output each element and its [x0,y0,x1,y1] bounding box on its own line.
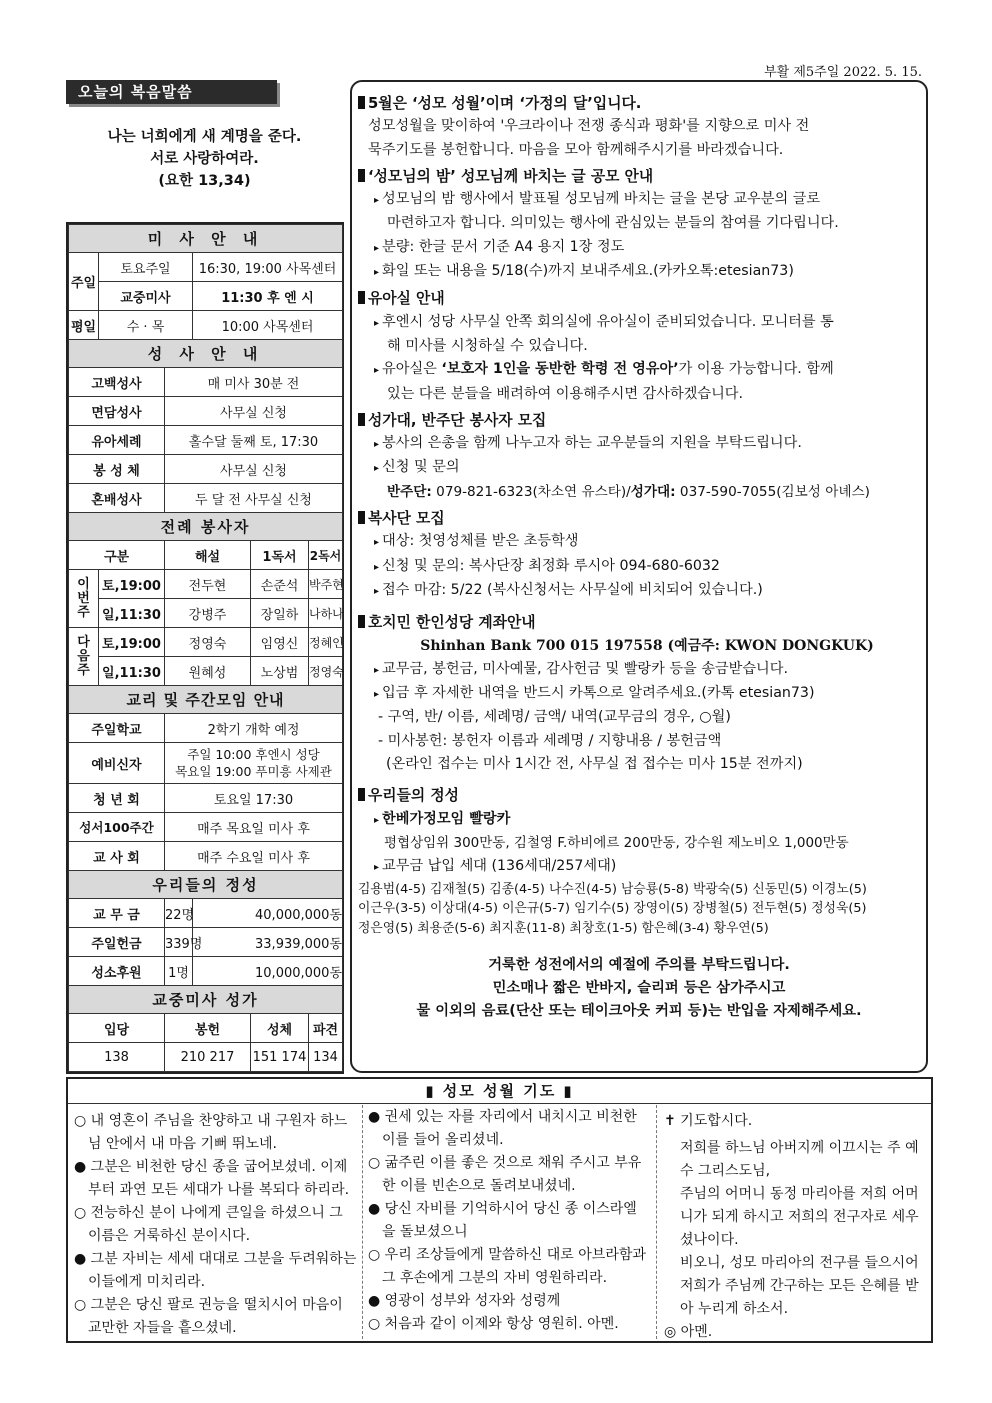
triangle-bullet-icon: ▸ [374,317,380,329]
offering-amount: 10,000,000동 [193,957,343,986]
prayer-verse: ○ 전능하신 분이 나에게 큰일을 하셨으니 그 이름은 거룩하신 분이시다. [74,1205,343,1244]
notices-box [350,80,928,1073]
sacrament-value: 사무실 신청 [165,397,343,426]
sacrament-value: 두 달 전 사무실 신청 [165,484,343,513]
server-name: 나하나 [309,599,343,628]
mass-day: 교중미사 [99,282,193,311]
meeting-value: 매주 수요일 미사 후 [165,842,343,871]
square-bullet-icon [358,169,365,182]
meeting-label: 예비신자 [69,743,165,784]
sacrament-label: 혼배성사 [69,484,165,513]
prayer-verse: ○ 처음과 같이 이제와 항상 영원히. 아멘. [368,1316,619,1332]
prayer-verse: ● 그분 자비는 세세 대대로 그분을 두려워하는 이들에게 미치리라. [74,1251,357,1290]
sacrament-label: 고백성사 [69,368,165,397]
prayer-verse: ● 권세 있는 자를 자리에서 내치시고 비천한 이를 들어 올리셨네. [368,1109,637,1148]
sacrament-label: 유아세례 [69,426,165,455]
mass-table [68,224,343,1072]
prayer-verse: ○ 내 영혼이 주님을 찬양하고 내 구원자 하느님 안에서 내 마음 기뻐 뛰노네. [74,1113,348,1152]
servers-header: 1독서 [251,541,309,570]
servers-header: 구분 [69,541,165,570]
gospel-heading: 오늘의 복음말씀 [66,80,277,104]
notice-body: Shinhan Bank 700 015 197558 (예금주: KWON DONGKUK) ▸ 교무금, 봉헌금, 미사예물, 감사헌금 및 빨랑카 등을 송금받습니다. ▸ 입금 후 자세한 내역을 반드시 카톡으로 알려주세요.(카톡 etesian73) - 구역, 반/ 이름, 세례명/ 금액/ 내역(교무금의 경우, ○월) - 미사봉헌: 봉헌자 이름과 세례명 / 지향내용 / 봉헌금액 (온라인 접수는 미사 1시간 전, 사무실 접 접수는 미사 15분 전까지) [358,635,920,777]
mass-time: 10:00 사목센터 [193,311,343,340]
hymn-number: 151 174 [251,1043,309,1072]
hymn-header: 입당 [69,1014,165,1043]
meeting-value: 토요일 17:30 [165,784,343,813]
notice-body: ▸ 대상: 첫영성체를 받은 초등학생 ▸ 신청 및 문의: 복사단장 최정화 루시아 094-680-6032 ▸ 접수 마감: 5/22 (복사신청서는 사무실에 비치되어 있습니다.) [374,533,763,598]
offering-count: 22명 [165,899,193,928]
prayer-text: 비오니, 성모 마리아의 전구를 들으시어 저희가 주님께 간구하는 모든 은혜를 받아 누리게 하소서. [680,1255,919,1317]
sunday-label: 주일 [69,253,99,311]
notice-title: 우리들의 정성 [358,784,920,807]
square-bullet-icon [358,511,365,524]
prayer-text: 저희를 하느님 아버지께 이끄시는 주 예수 그리스도님, [680,1140,919,1179]
prayer-verse: ○ 그분은 당신 팔로 권능을 떨치시어 마음이 교만한 자들을 흩으셨네. [74,1297,343,1336]
sacrament-value: 홀수달 둘째 토, 17:30 [165,426,343,455]
prayer-verse: ● 그분은 비천한 당신 종을 굽어보셨네. 이제부터 과연 모든 세대가 나를 복되다 하리라. [74,1159,350,1198]
server-name: 임영신 [251,628,309,657]
notice-body: 성모성월을 맞이하여 '우크라이나 전쟁 종식과 평화'를 지향으로 미사 전 묵주기도를 봉헌합니다. 마음을 모아 함께해주시기를 바라겠습니다. [368,118,810,158]
square-bullet-icon [358,615,365,628]
triangle-bullet-icon: ▸ [374,585,380,597]
mass-time: 16:30, 19:00 사목센터 [193,253,343,282]
notice-title: ‘성모님의 밤’ 성모님께 바치는 글 공모 안내 [358,165,920,188]
square-bullet-icon [358,413,365,426]
server-name: 노상범 [251,657,309,686]
meeting-label: 성서100주간 [69,813,165,842]
server-time: 토,19:00 [99,628,165,657]
offering-label: 주일헌금 [69,928,165,957]
notice-title: 성가대, 반주단 봉사자 모집 [358,409,920,432]
notice-body: ▸ 후엔시 성당 사무실 안쪽 회의실에 유아실이 준비되었습니다. 모니터를 통 해 미사를 시청하실 수 있습니다. ▸ 유아실은 ‘보호자 1인을 동반한 학령 전 영유아’가 이용 가능합니다. 함께 있는 다른 분들을 배려하여 이용해주시면 감사하겠습니다. [374,313,834,402]
etiquette-warning: 거룩한 성전에서의 예절에 주의를 부탁드립니다. 민소매나 짧은 반바지, 슬리퍼 등은 삼가주시고 물 이외의 음료(단산 또는 테이크아웃 커피 등)는 반입을 자제해주세요. [416,957,862,1019]
offering-amount: 40,000,000동 [193,899,343,928]
triangle-bullet-icon: ▸ [374,689,380,701]
divider [656,1105,657,1339]
triangle-bullet-icon: ▸ [374,814,380,826]
triangle-bullet-icon: ▸ [374,439,380,451]
meeting-value: 매주 목요일 미사 후 [165,813,343,842]
prayer-title: ▮ 성모 성월 기도 ▮ [68,1079,931,1104]
triangle-bullet-icon: ▸ [374,664,380,676]
server-time: 일,11:30 [99,657,165,686]
hymn-number: 138 [69,1043,165,1072]
square-bullet-icon [358,96,365,109]
server-name: 강병주 [165,599,251,628]
gospel-line: 나는 너희에게 새 계명을 준다. [107,129,302,145]
server-name: 정혜인 [309,628,343,657]
sacrament-label: 봉 성 체 [69,455,165,484]
household-list: 김용범(4-5) 김재철(5) 김종(4-5) 나수진(4-5) 남승룡(5-8) 박광숙(5) 신동민(5) 이경노(5) 이근우(3-5) 이상대(4-5) 이은규(5-7) 임기수(5) 장영이(5) 장병철(5) 전두현(5) 정성욱(5) 정은영(5) 최용준(5-6) 최지훈(11-8) 최창호(1-5) 함은혜(3-4) 황우연(5) [358,881,867,936]
server-name: 전두현 [165,570,251,599]
sacrament-value: 사무실 신청 [165,455,343,484]
meetings-title: 교리 및 주간모임 안내 [69,686,343,714]
server-name: 정영숙 [165,628,251,657]
sacrament-value: 매 미사 30분 전 [165,368,343,397]
this-week-label: 이번주 [69,570,99,628]
prayer-text: 주님의 어머니 동정 마리아를 저희 어머니가 되게 하시고 저희의 전구자로 세우셨나이다. [680,1186,919,1248]
prayer-verse: ○ 굶주린 이를 좋은 것으로 채워 주시고 부유한 이를 빈손으로 돌려보내셨네. [368,1155,642,1194]
notice-body: ▸ 봉사의 은총을 함께 나누고자 하는 교우분들의 지원을 부탁드립니다. ▸ 신청 및 문의 반주단: 079-821-6323(차소연 유스타)/성가대: 037-590-7055(김보성 아녜스) [358,432,920,504]
server-name: 박주현 [309,570,343,599]
bulletin-date: 부활 제5주일 2022. 5. 15. [764,65,922,80]
offering-count: 339명 [165,928,193,957]
hymn-header: 성체 [251,1014,309,1043]
server-name: 원혜성 [165,657,251,686]
notice-title: 5월은 ‘성모 성월’이며 ‘가정의 달’입니다. [358,92,920,115]
gospel-line: (요한 13,34) [158,173,251,189]
mass-title: 미 사 안 내 [69,225,343,253]
meeting-value [165,743,343,784]
info-tables [66,222,344,1074]
triangle-bullet-icon: ▸ [374,365,380,377]
mass-time: 11:30 후 엔 시 [193,282,343,311]
sacraments-title: 성 사 안 내 [69,340,343,368]
offering-amount: 33,939,000동 [193,928,343,957]
square-bullet-icon [358,788,365,801]
prayer-verse: ● 당신 자비를 기억하시어 당신 종 이스라엘을 돌보셨으니 [368,1201,637,1240]
square-bullet-icon [358,291,365,304]
triangle-bullet-icon: ▸ [374,267,380,279]
server-name: 장일하 [251,599,309,628]
servers-header: 2독서 [309,541,343,570]
server-name: 손준석 [251,570,309,599]
prayer-verse: ○ 우리 조상들에게 말씀하신 대로 아브라함과 그 후손에게 그분의 자비 영원하리라. [368,1247,646,1286]
meeting-value: 2학기 개학 예정 [165,714,343,743]
triangle-bullet-icon: ▸ [374,561,380,573]
gospel-line: 서로 사랑하여라. [150,151,259,167]
prayer-box [66,1077,933,1343]
offerings-title: 우리들의 정성 [69,871,343,899]
hymn-number: 210 217 [165,1043,251,1072]
server-time: 일,11:30 [99,599,165,628]
triangle-bullet-icon: ▸ [374,862,380,874]
hymn-header: 파견 [309,1014,343,1043]
notice-title: 복사단 모집 [358,507,920,530]
notice-body: ▸ 한베가정모임 빨랑카 평협상임위 300만동, 김철영 F.하비에르 200만동, 강수원 제노비오 1,000만동 ▸ 교무금 납입 세대 (136세대/257세대) [374,810,849,875]
servers-header: 해설 [165,541,251,570]
notice-title: 호치민 한인성당 계좌안내 [358,611,920,634]
meeting-value-line: 주일 10:00 후엔시 성당 [187,747,320,762]
hymns-title: 교중미사 성가 [69,986,343,1014]
triangle-bullet-icon: ▸ [374,463,380,475]
server-time: 토,19:00 [99,570,165,599]
mass-day: 수 · 목 [99,311,193,340]
servers-title: 전례 봉사자 [69,513,343,541]
meeting-label: 청 년 회 [69,784,165,813]
prayer-verse: ● 영광이 성부와 성자와 성령께 [368,1293,561,1309]
server-name: 정영숙 [309,657,343,686]
hymn-header: 봉헌 [165,1014,251,1043]
weekday-label: 평일 [69,311,99,340]
notice-title: 유아실 안내 [358,287,920,310]
meeting-label: 교 사 회 [69,842,165,871]
prayer-column-2 [368,1106,650,1336]
hymn-number: 134 [309,1043,343,1072]
triangle-bullet-icon: ▸ [374,195,380,207]
meeting-label: 주일학교 [69,714,165,743]
prayer-amen: ◎ 아멘. [664,1324,713,1340]
contact-line: 반주단: 079-821-6323(차소연 유스타)/성가대: 037-590-7055(김보성 아녜스) [387,483,870,500]
sacrament-label: 면담성사 [69,397,165,426]
mass-day: 토요주일 [99,253,193,282]
meeting-value-line: 목요일 19:00 푸미흥 사제관 [175,764,332,779]
prayer-column-1 [74,1110,358,1340]
divider [362,1105,363,1339]
offering-count: 1명 [165,957,193,986]
gospel-verse [66,126,343,192]
offering-label: 교 무 금 [69,899,165,928]
triangle-bullet-icon: ▸ [374,242,380,254]
bank-account: Shinhan Bank 700 015 197558 (예금주: KWON DONGKUK) [420,637,874,654]
notice-body: ▸ 성모님의 밤 행사에서 발표될 성모님께 바치는 글을 본당 교우분의 글로 마련하고자 합니다. 의미있는 행사에 관심있는 분들의 참여를 기다립니다. ▸ 분량: 한글 문서 기준 A4 용지 1장 정도 ▸ 화일 또는 내용을 5/18(수)까지 보내주세요.(카카오톡:etesian73) [374,191,839,280]
offering-label: 성소후원 [69,957,165,986]
prayer-column-3 [664,1110,928,1344]
prayer-heading: ✝ 기도합시다. [664,1113,753,1129]
next-week-label: 다음주 [69,628,99,686]
triangle-bullet-icon: ▸ [374,537,380,549]
